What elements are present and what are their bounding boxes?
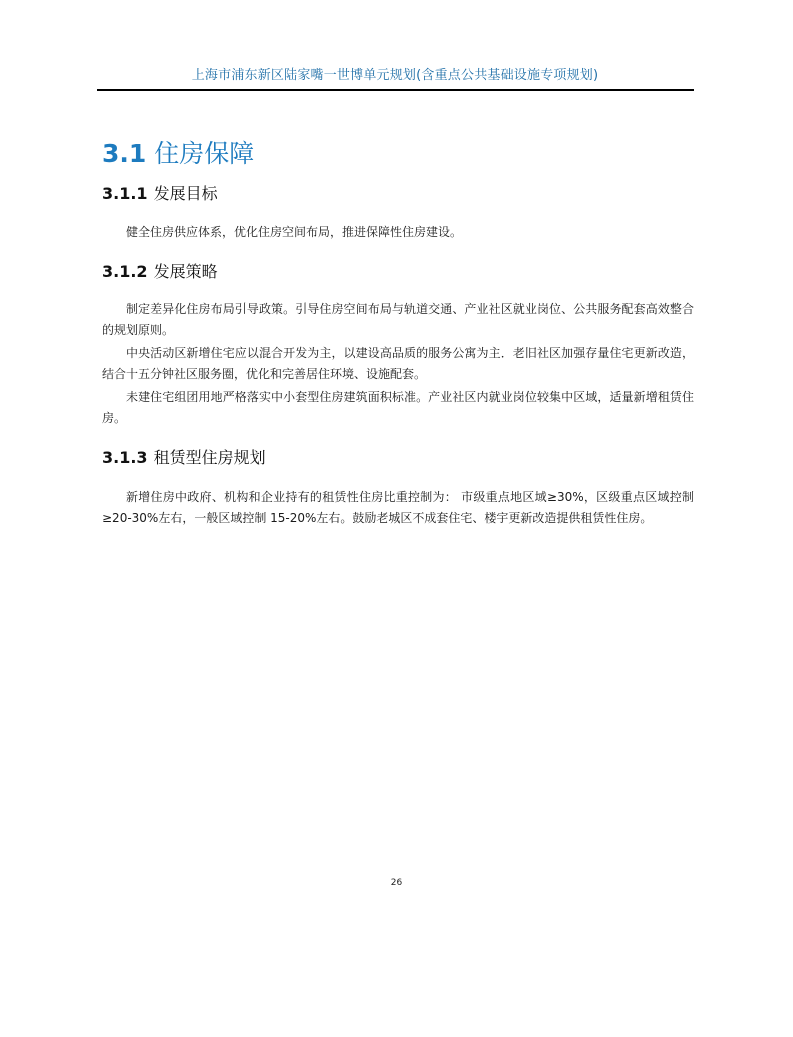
paragraph: 新增住房中政府、机构和企业持有的租赁性住房比重控制为： 市级重点地区域≥30%，区级重点区域控制≥20-30%左右，一般区域控制 15-20%左右。鼓励老城区不成套住宅、楼宇更新改造提供租赁性住房。 (102, 490, 694, 525)
paragraph: 制定差异化住房布局引导政策。引导住房空间布局与轨道交通、产业社区就业岗位、公共服务配套高效整合的规划原则。 (102, 302, 694, 337)
header-rule (97, 89, 694, 91)
section-number: 3.1 (102, 139, 147, 168)
section-title (102, 138, 254, 170)
paragraph: 未建住宅组团用地严格落实中小套型住房建筑面积标准。产业社区内就业岗位较集中区域，适量新增租赁住房。 (102, 390, 694, 425)
subsection-number: 3.1.1 (102, 184, 148, 203)
page-number: 26 (390, 878, 403, 888)
subsection-number: 3.1.2 (102, 262, 148, 281)
paragraph: 中央活动区新增住宅应以混合开发为主，以建设高品质的服务公寓为主．老旧社区加强存量住宅更新改造，结合十五分钟社区服务圈，优化和完善居住环境、设施配套。 (102, 346, 694, 381)
section-title-text: 住房保障 (154, 139, 255, 168)
subsection-number: 3.1.3 (102, 448, 148, 467)
paragraph: 健全住房供应体系，优化住房空间布局，推进保障性住房建设。 (126, 225, 463, 239)
subsection-heading-strategy (102, 261, 218, 283)
subsection-heading-rental (102, 447, 266, 469)
subsection-title: 租赁型住房规划 (153, 448, 266, 467)
subsection-title: 发展策略 (153, 262, 218, 281)
subsection-title: 发展目标 (153, 184, 218, 203)
subsection-heading-goals (102, 183, 218, 205)
running-header: 上海市浦东新区陆家嘴一世博单元规划(含重点公共基础设施专项规划) (191, 68, 599, 83)
